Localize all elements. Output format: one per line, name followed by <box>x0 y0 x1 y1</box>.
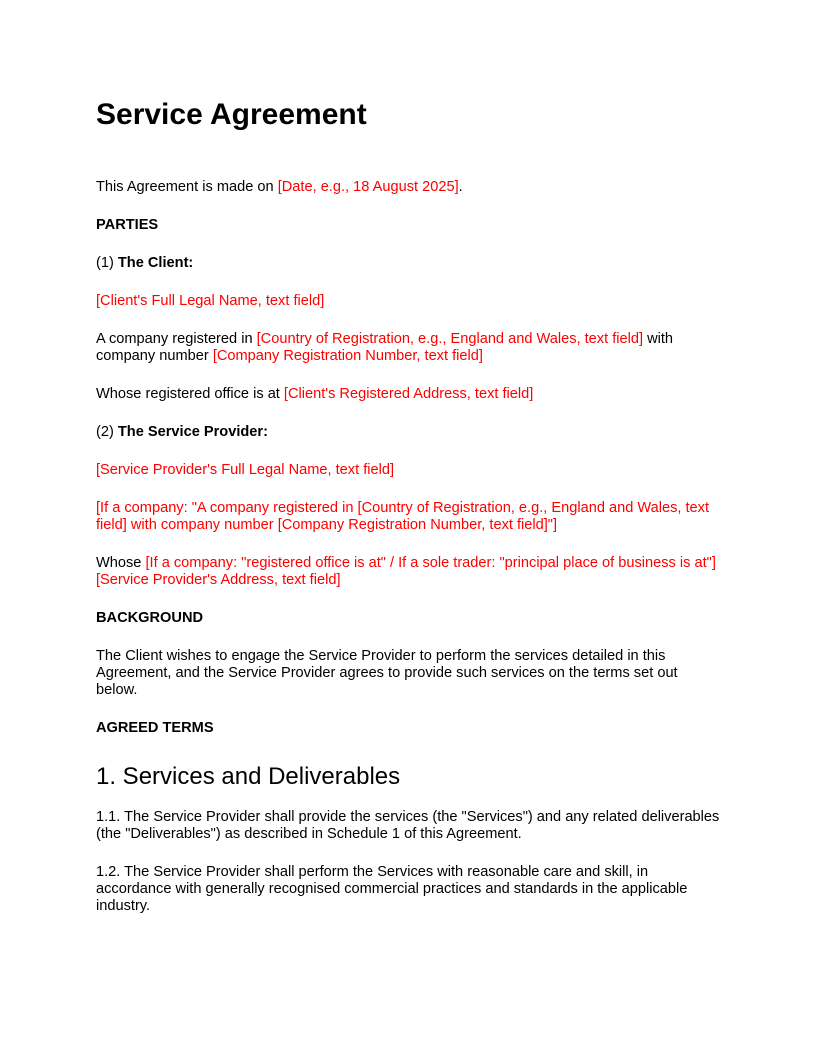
background-heading: BACKGROUND <box>96 610 204 626</box>
document-title: Service Agreement <box>96 98 367 131</box>
client-registration-paragraph <box>96 331 720 365</box>
parties-heading: PARTIES <box>96 217 159 233</box>
background-paragraph: The Client wishes to engage the Service Provider to perform the services detailed in this Agreement, and the Service Provider agrees to provide such services on the terms set out below. <box>96 648 678 698</box>
intro-paragraph <box>96 179 720 196</box>
provider-address-paragraph <box>96 555 720 589</box>
provider-name-field: [Service Provider's Full Legal Name, text field] <box>96 462 395 478</box>
provider-number: (2) <box>96 424 118 440</box>
client-office-lead: Whose registered office is at <box>96 386 284 402</box>
intro-lead: This Agreement is made on <box>96 179 278 195</box>
client-country-field: [Country of Registration, e.g., England and Wales, text field] <box>256 331 644 347</box>
clause-1-2: 1.2. The Service Provider shall perform the Services with reasonable care and skill, in accordance with generally recognised commercial practices and standards in the applicable industry. <box>96 864 688 914</box>
client-number: (1) <box>96 255 118 271</box>
client-label: The Client: <box>117 255 194 271</box>
date-field: [Date, e.g., 18 August 2025] <box>277 179 459 195</box>
intro-trail: . <box>458 179 463 195</box>
provider-whose-lead: Whose <box>96 555 146 571</box>
client-reg-mid: with company number <box>96 331 674 364</box>
provider-company-field: [If a company: "A company registered in [Country of Registration, e.g., England and Wales, text field] with company number [Company Registration Number, text field]"] <box>96 500 710 533</box>
section-1-heading: 1. Services and Deliverables <box>96 763 401 790</box>
client-label-line <box>96 255 720 272</box>
clause-1-1: 1.1. The Service Provider shall provide the services (the "Services") and any related deliverables (the "Deliverables") as described in Schedule 1 of this Agreement. <box>96 809 720 842</box>
client-name-field: [Client's Full Legal Name, text field] <box>96 293 325 309</box>
provider-label-line <box>96 424 720 441</box>
client-office-paragraph <box>96 386 720 403</box>
provider-label: The Service Provider: <box>117 424 268 440</box>
client-reg-lead: A company registered in <box>96 331 257 347</box>
client-regno-field: [Company Registration Number, text field] <box>212 348 483 364</box>
agreed-terms-heading: AGREED TERMS <box>96 720 214 736</box>
client-address-field: [Client's Registered Address, text field] <box>283 386 534 402</box>
provider-address-field: [If a company: "registered office is at" / If a sole trader: "principal place of business is at"] [Service Provider's Address, text field] <box>96 555 716 588</box>
